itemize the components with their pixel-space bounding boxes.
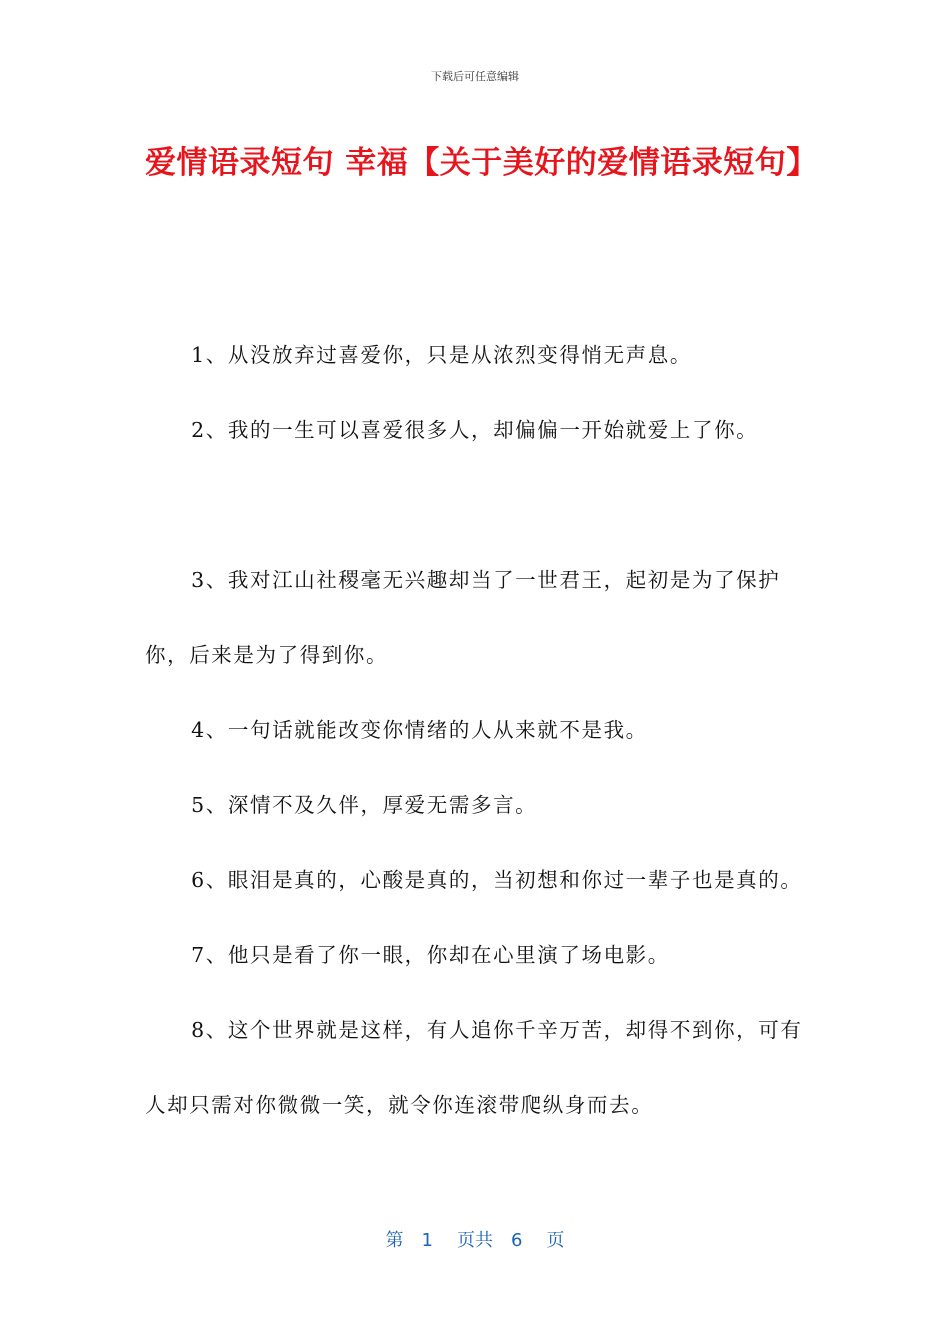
footer-page-mid: 页共 bbox=[457, 1230, 493, 1251]
paragraph-7: 7、他只是看了你一眼，你却在心里演了场电影。 bbox=[191, 943, 670, 967]
paragraph-3: 3、我对江山社稷毫无兴趣却当了一世君王，起初是为了保护你，后来是为了得到你。 bbox=[145, 568, 781, 667]
paragraph-1: 1、从没放弃过喜爱你，只是从浓烈变得悄无声息。 bbox=[191, 343, 692, 367]
paragraph-4: 4、一句话就能改变你情绪的人从来就不是我。 bbox=[191, 718, 648, 742]
paragraph-6: 6、眼泪是真的，心酸是真的，当初想和你过一辈子也是真的。 bbox=[191, 868, 803, 892]
paragraph-8: 8、这个世界就是这样，有人追你千辛万苦，却得不到你，可有人却只需对你微微一笑，就令你连滚带爬纵身而去。 bbox=[145, 1018, 803, 1117]
page-footer bbox=[0, 1226, 950, 1252]
footer-page-suffix: 页 bbox=[546, 1230, 565, 1251]
footer-current-page: 1 bbox=[421, 1230, 433, 1251]
paragraph-2: 2、我的一生可以喜爱很多人，却偏偏一开始就爱上了你。 bbox=[191, 418, 759, 442]
document-body bbox=[145, 318, 805, 1143]
blank-line bbox=[145, 468, 805, 543]
paragraph-5: 5、深情不及久伴，厚爱无需多言。 bbox=[191, 793, 538, 817]
footer-total-pages: 6 bbox=[511, 1230, 523, 1251]
header-note: 下载后可任意编辑 bbox=[431, 70, 519, 83]
document-title: 爱情语录短句 幸福【关于美好的爱情语录短句】 bbox=[145, 145, 818, 181]
footer-page-prefix: 第 bbox=[385, 1230, 404, 1251]
